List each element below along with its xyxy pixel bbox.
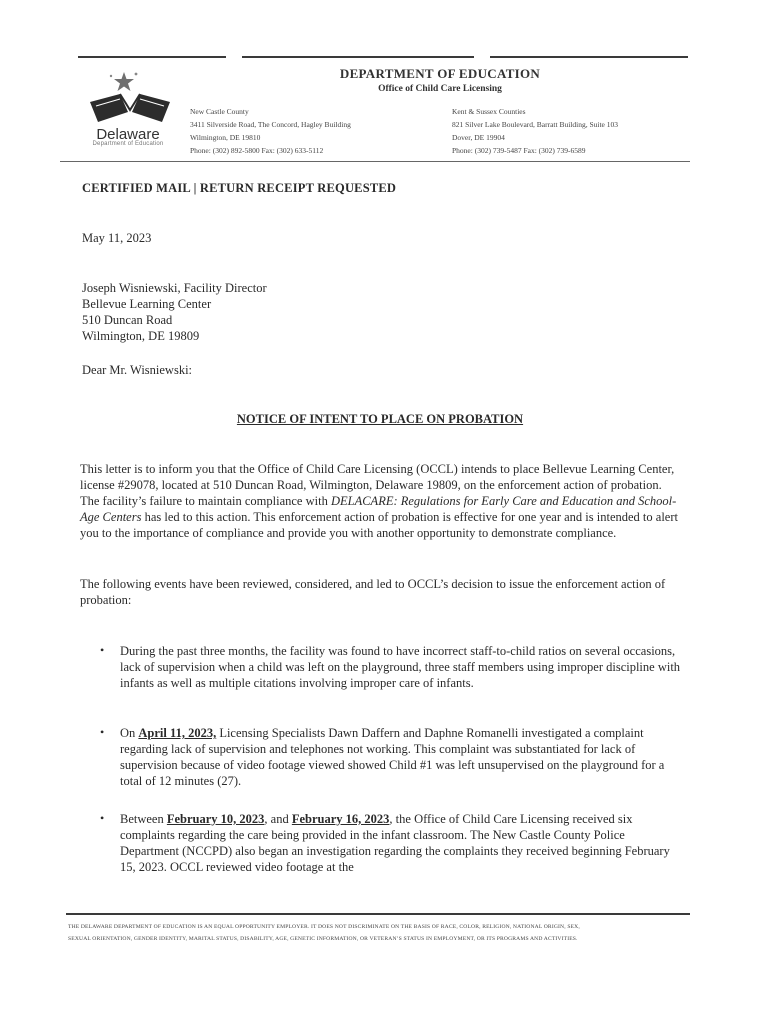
letter-date: May 11, 2023	[82, 231, 152, 245]
open-book-star-icon	[84, 66, 176, 126]
kent-sussex-address	[452, 105, 692, 157]
footer-eeo-line-2: SEXUAL ORIENTATION, GENDER IDENTITY, MARITAL STATUS, DISABILITY, AGE, GENETIC INFORMATION, OR VETERAN’S STATUS IN EMPLOYMENT, OR ITS PROGRAMS AND ACTIVITIES.	[68, 936, 578, 942]
bullet-dot-1: •	[100, 643, 105, 657]
recipient-line-4: Wilmington, DE 19809	[82, 329, 200, 343]
salutation: Dear Mr. Wisniewski:	[82, 363, 193, 377]
nc-line-4: Phone: (302) 892-5800 Fax: (302) 633-5112	[190, 146, 324, 155]
bullet-item-1: During the past three months, the facility was found to have incorrect staff-to-child ratios on several occasions, lack of supervision when a child was left on the playground, three staff members using improper discipline with infants as well as multiple citations involving improper care of infants.	[120, 644, 681, 690]
footer-rule	[66, 913, 690, 915]
delaware-doe-logo	[84, 66, 176, 126]
department-title: DEPARTMENT OF EDUCATION	[339, 66, 541, 81]
recipient-line-3: 510 Duncan Road	[82, 313, 173, 327]
bullet-item-2	[120, 725, 686, 789]
header-rule-right	[490, 56, 688, 58]
paragraph-events: The following events have been reviewed, considered, and led to OCCL’s decision to issue the enforcement action of probation:	[80, 577, 666, 607]
office-title: Office of Child Care Licensing	[378, 84, 502, 94]
logo-wordmark: Delaware	[96, 126, 160, 143]
certified-mail-line: CERTIFIED MAIL | RETURN RECEIPT REQUESTED	[82, 181, 397, 195]
bullet-3-prefix: Between	[120, 812, 167, 826]
regulation-title: DELACARE: Regulations for Early Care and Education and School-Age Centers	[80, 494, 677, 524]
header-rule-left	[78, 56, 226, 58]
recipient-address	[82, 280, 267, 344]
bullet-3-text: , the Office of Child Care Licensing received six complaints regarding the care being provided in the infant classroom. The New Castle County Police Department (NCCPD) also began an investigation regarding the complaints they received beginning February 15, 2023. OCCL reviewed video footage at the	[120, 812, 670, 874]
nc-line-1: New Castle County	[190, 107, 249, 116]
footer-eeo-line-1: THE DELAWARE DEPARTMENT OF EDUCATION IS AN EQUAL OPPORTUNITY EMPLOYER. IT DOES NOT DISCRIMINATE ON THE BASIS OF RACE, COLOR, RELIGION, NATIONAL ORIGIN, SEX,	[68, 924, 580, 930]
ks-line-2: 821 Silver Lake Boulevard, Barratt Building, Suite 103	[452, 120, 619, 129]
new-castle-address	[190, 105, 440, 157]
paragraph-intro	[80, 461, 684, 541]
intro-text-part2: has led to this action. This enforcement action of probation is effective for one year and is intended to alert you to the importance of compliance and provide you with another opportunity to demonstrate compliance.	[80, 510, 678, 540]
nc-line-2: 3411 Silverside Road, The Concord, Hagley Building	[190, 120, 351, 129]
ks-line-4: Phone: (302) 739-5487 Fax: (302) 739-6589	[452, 146, 586, 155]
notice-heading: NOTICE OF INTENT TO PLACE ON PROBATION	[236, 412, 524, 426]
ks-line-1: Kent & Sussex Counties	[452, 107, 526, 116]
bullet-dot-2: •	[100, 725, 105, 739]
header-rule-center	[242, 56, 474, 58]
bullet-2-prefix: On	[120, 726, 139, 740]
header-bottom-rule	[60, 161, 690, 162]
intro-text-part1: This letter is to inform you that the Office of Child Care Licensing (OCCL) intends to place Bellevue Learning Center, license #29078, located at 510 Duncan Road, Wilmington, Delaware 19809, on the enforcement action of probation. The facility’s failure to maintain compliance with	[80, 462, 675, 508]
logo-subtitle: Department of Education	[92, 141, 164, 147]
recipient-line-2: Bellevue Learning Center	[82, 297, 212, 311]
bullet-3-mid: , and	[264, 812, 292, 826]
february-16-date: February 16, 2023	[291, 812, 390, 826]
ks-line-3: Dover, DE 19904	[452, 133, 505, 142]
recipient-line-1: Joseph Wisniewski, Facility Director	[82, 281, 267, 295]
bullet-2-text: Licensing Specialists Dawn Daffern and Daphne Romanelli investigated a complaint regarding lack of supervision and telephones not working. This complaint was substantiated for lack of supervision because of video footage viewed showed Child #1 was left unsupervised on the playground for a total of 12 minutes (27).	[120, 726, 665, 788]
february-10-date: February 10, 2023	[166, 812, 265, 826]
bullet-dot-3: •	[100, 811, 105, 825]
april-11-date: April 11, 2023,	[138, 726, 217, 740]
bullet-item-3	[120, 811, 686, 875]
nc-line-3: Wilmington, DE 19810	[190, 133, 261, 142]
